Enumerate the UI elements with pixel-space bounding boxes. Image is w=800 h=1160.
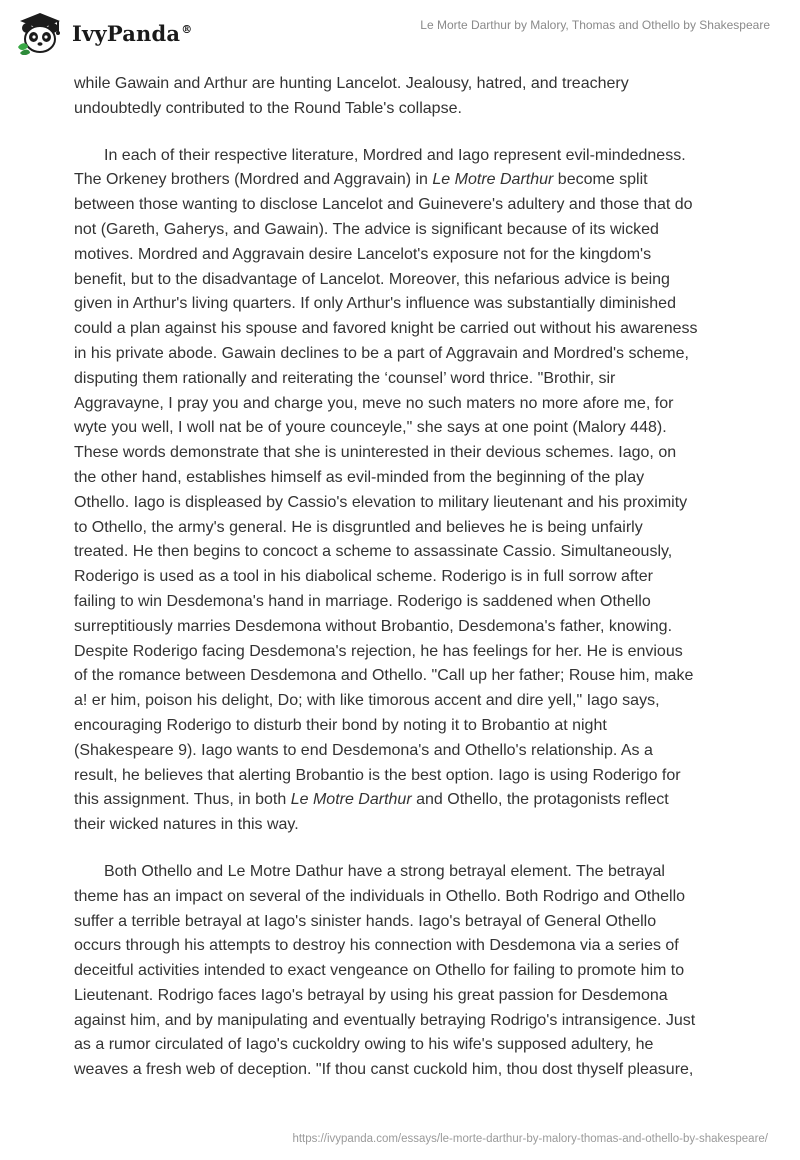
text-run: occurs through his attempts to destroy his connection with Desdemona via a series of bbox=[74, 937, 679, 955]
text-line bbox=[74, 466, 734, 491]
text-run: their wicked natures in this way. bbox=[74, 816, 299, 834]
text-run: in his private abode. Gawain declines to be a part of Aggravain and Mordred's scheme, bbox=[74, 344, 689, 362]
text-line bbox=[74, 590, 734, 615]
italic-title: Le Motre Darthur bbox=[290, 791, 412, 809]
text-run: while Gawain and Arthur are hunting Lancelot. Jealousy, hatred, and treachery bbox=[74, 75, 629, 92]
text-line bbox=[74, 1009, 734, 1034]
text-run: surreptitiously marries Desdemona without Brobantio, Desdemona's father, knowing. bbox=[74, 617, 673, 635]
text-run: not (Gareth, Gaherys, and Gawain). The advice is significant because of its wicked bbox=[74, 220, 659, 238]
text-line bbox=[74, 984, 734, 1009]
ivypanda-logo[interactable] bbox=[16, 10, 216, 56]
text-line bbox=[74, 615, 734, 640]
text-line bbox=[74, 565, 734, 590]
text-run: suffer a terrible betrayal at Iago's sinister hands. Iago's betrayal of General Othello bbox=[74, 912, 657, 930]
text-run: failing to win Desdemona's hand in marriage. Roderigo is saddened when Othello bbox=[74, 592, 651, 610]
text-run: given in Arthur's living quarters. If only Arthur's influence was substantially diminished bbox=[74, 295, 676, 313]
text-run: encouraging Roderigo to disturb their bond by noting it to Brobantio at night bbox=[74, 716, 607, 734]
text-run: wyte you well, I woll nat be of youre counceyle," she says at one point (Malory 448). bbox=[74, 419, 667, 437]
text-run: between those wanting to disclose Lancelot and Guinevere's adultery and those that do bbox=[74, 196, 693, 214]
panda-graduate-icon bbox=[16, 11, 64, 55]
text-run: the other hand, establishes himself as evil-minded from the beginning of the play bbox=[74, 468, 645, 486]
text-run: and Othello, the protagonists reflect bbox=[411, 791, 669, 809]
text-run: Both Othello and Le Motre Dathur have a strong betrayal element. The betrayal bbox=[104, 862, 665, 880]
text-run: The Orkeney brothers (Mordred and Aggravain) in bbox=[74, 171, 433, 189]
text-line bbox=[74, 342, 734, 367]
text-run: this assignment. Thus, in both bbox=[74, 791, 291, 809]
registered-mark: ® bbox=[181, 22, 193, 36]
text-line bbox=[74, 268, 734, 293]
source-url[interactable]: https://ivypanda.com/essays/le-morte-darthur-by-malory-thomas-and-othello-by-shakespeare/ bbox=[292, 1133, 768, 1145]
essay-body bbox=[74, 72, 734, 1105]
text-line bbox=[74, 1058, 734, 1083]
text-line bbox=[74, 540, 734, 565]
text-run: These words demonstrate that she is uninterested in their devious schemes. Iago, on bbox=[74, 444, 677, 462]
text-run: (Shakespeare 9). Iago wants to end Desdemona's and Othello's relationship. As a bbox=[74, 741, 653, 759]
text-line bbox=[74, 959, 734, 984]
text-run: to Othello, the army's general. He is disgruntled and believes he is being unfairly bbox=[74, 518, 643, 536]
brand-name: IvyPanda® bbox=[72, 20, 193, 46]
text-line bbox=[74, 193, 734, 218]
text-line bbox=[74, 1033, 734, 1058]
text-line bbox=[74, 885, 734, 910]
text-line bbox=[74, 441, 734, 466]
text-run: disputing them rationally and reiterating the ‘counsel’ word thrice. "Brothir, sir bbox=[74, 369, 616, 387]
text-line bbox=[74, 910, 734, 935]
text-line bbox=[74, 243, 734, 268]
text-run: a! er him, poison his delight, Do; with like timorous accent and dire yell," Iago says, bbox=[74, 692, 660, 710]
text-run: theme has an impact on several of the individuals in Othello. Both Rodrigo and Othello bbox=[74, 887, 686, 905]
text-line bbox=[74, 491, 734, 516]
page-header bbox=[0, 0, 800, 70]
document-title: Le Morte Darthur by Malory, Thomas and Othello by Shakespeare bbox=[420, 18, 770, 32]
text-run: weaves a fresh web of deception. "If thou canst cuckold him, thou dost thyself pleasure, bbox=[74, 1061, 694, 1079]
text-run: In each of their respective literature, Mordred and Iago represent evil-mindedness. bbox=[104, 146, 686, 164]
text-line bbox=[74, 218, 734, 243]
text-run: Aggravayne, I pray you and charge you, meve no such maters no more afore me, for bbox=[74, 394, 674, 412]
text-run: Roderigo is used as a tool in his diabolical scheme. Roderigo is in full sorrow after bbox=[74, 568, 653, 586]
text-line bbox=[74, 640, 734, 665]
text-line bbox=[74, 788, 734, 813]
text-line bbox=[74, 144, 734, 169]
text-line bbox=[74, 664, 734, 689]
text-run: undoubtedly contributed to the Round Table's collapse. bbox=[74, 99, 462, 117]
text-line bbox=[74, 72, 734, 97]
text-run: as a rumor circulated of Iago's cuckoldry owing to his wife's supposed adultery, he bbox=[74, 1036, 654, 1054]
text-line bbox=[74, 392, 734, 417]
text-line bbox=[74, 367, 734, 392]
text-run: Despite Roderigo facing Desdemona's rejection, he has feelings for her. He is envious bbox=[74, 642, 683, 660]
text-run: of the romance between Desdemona and Othello. "Call up her father; Rouse him, make bbox=[74, 667, 694, 685]
text-run: motives. Mordred and Aggravain desire Lancelot's exposure not for the kingdom's bbox=[74, 245, 652, 263]
text-run: treated. He then begins to concoct a scheme to assassinate Cassio. Simultaneously, bbox=[74, 543, 673, 561]
text-run: could a plan against his spouse and favored knight be carried out without his awareness bbox=[74, 320, 698, 338]
text-run: Othello. Iago is displeased by Cassio's elevation to military lieutenant and his proximity bbox=[74, 493, 688, 511]
text-run: benefit, but to the disadvantage of Lancelot. Moreover, this nefarious advice is being bbox=[74, 270, 670, 288]
text-line bbox=[74, 739, 734, 764]
text-run: against him, and by manipulating and eventually betraying Rodrigo's intransigence. Just bbox=[74, 1011, 696, 1029]
text-line bbox=[74, 764, 734, 789]
text-line bbox=[74, 416, 734, 441]
text-line bbox=[74, 516, 734, 541]
text-line bbox=[74, 860, 734, 885]
italic-title: Le Motre Darthur bbox=[432, 171, 554, 189]
essay-paragraph bbox=[74, 860, 734, 1083]
text-line bbox=[74, 813, 734, 838]
text-line bbox=[74, 934, 734, 959]
text-line bbox=[74, 689, 734, 714]
text-line bbox=[74, 292, 734, 317]
text-line bbox=[74, 168, 734, 193]
text-line bbox=[74, 714, 734, 739]
text-run: become split bbox=[553, 171, 648, 189]
text-line bbox=[74, 97, 734, 122]
essay-paragraph bbox=[74, 144, 734, 838]
text-run: result, he believes that alerting Brobantio is the best option. Iago is using Roderigo for bbox=[74, 766, 681, 784]
text-run: deceitful activities intended to exact vengeance on Othello for failing to promote him to bbox=[74, 962, 685, 980]
text-line bbox=[74, 317, 734, 342]
essay-paragraph bbox=[74, 72, 734, 122]
text-run: Lieutenant. Rodrigo faces Iago's betrayal by using his great passion for Desdemona bbox=[74, 986, 668, 1004]
